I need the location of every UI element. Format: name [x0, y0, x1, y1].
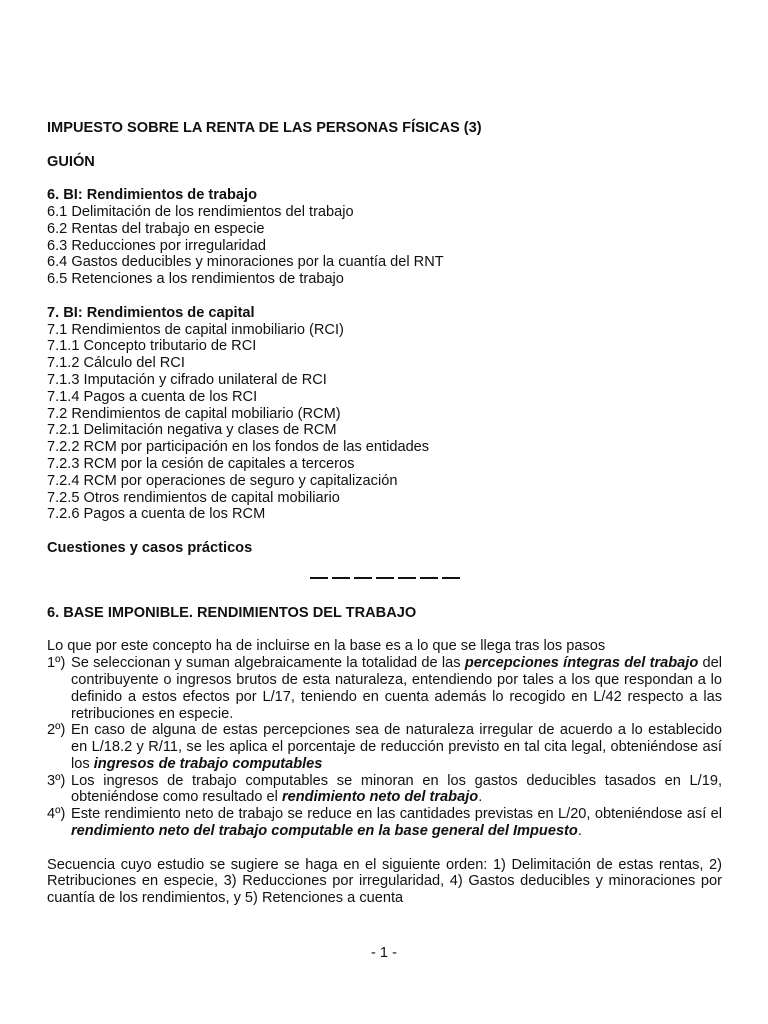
list-item: 7.2.5 Otros rendimientos de capital mobiliario — [47, 489, 340, 506]
step-text: Se seleccionan y suman algebraicamente la totalidad de las percepciones íntegras del trabajo del contribuyente o ingresos brutos de esta naturaleza, entendiendo por tales a los que respondan a lo definido a estos efectos por L/17, teniendo en cuenta además lo recogido en L/42 respecto a las retribuciones en especie. — [71, 655, 722, 722]
list-item: 7.2.2 RCM por participación en los fondos de las entidades — [47, 439, 430, 456]
section-7-heading: 7. BI: Rendimientos de capital — [47, 304, 255, 321]
step-text: Los ingresos de trabajo computables se minoran en los gastos deducibles tasados en L/19, obteniéndose como resultado el rendimiento neto del trabajo. — [71, 772, 722, 806]
list-item: 7.1.3 Imputación y cifrado unilateral de RCI — [47, 371, 327, 388]
list-item: 7.2.6 Pagos a cuenta de los RCM — [47, 506, 266, 523]
document-page — [47, 120, 722, 907]
step-text: En caso de alguna de estas percepciones sea de naturaleza irregular de acuerdo a lo establecido en L/18.2 y R/11, se les aplica el porcentaje de reducción previsto en tal cita legal, obteniéndose así los ingresos de trabajo computables — [71, 722, 722, 772]
section-6-list — [47, 204, 722, 288]
step-number: 4º) — [47, 806, 66, 823]
guion-heading: GUIÓN — [47, 153, 95, 170]
step-item — [47, 655, 722, 722]
list-item: 6.5 Retenciones a los rendimientos de trabajo — [47, 271, 344, 288]
closing-paragraph: Secuencia cuyo estudio se sugiere se haga en el siguiente orden: 1) Delimitación de estas rentas, 2) Retribuciones en especie, 3) Reducciones por irregularidad, 4) Gastos deducibles y minoraciones por cuantía de los rendimientos, y 5) Retenciones a cuenta — [47, 856, 722, 907]
list-item: 7.2.4 RCM por operaciones de seguro y capitalización — [47, 472, 398, 489]
step-number: 2º) — [47, 722, 66, 739]
cuestiones-heading: Cuestiones y casos prácticos — [47, 539, 253, 556]
list-item: 6.3 Reducciones por irregularidad — [47, 237, 267, 254]
step-item — [47, 773, 722, 807]
body-heading: 6. BASE IMPONIBLE. RENDIMIENTOS DEL TRABAJO — [47, 604, 417, 621]
list-item: 7.2.3 RCM por la cesión de capitales a terceros — [47, 455, 355, 472]
list-item: 6.1 Delimitación de los rendimientos del trabajo — [47, 203, 354, 220]
list-item: 6.4 Gastos deducibles y minoraciones por la cuantía del RNT — [47, 254, 444, 271]
list-item: 7.1.2 Cálculo del RCI — [47, 355, 185, 372]
list-item: 7.1 Rendimientos de capital inmobiliario (RCI) — [47, 321, 344, 338]
list-item: 7.1.1 Concepto tributario de RCI — [47, 338, 257, 355]
list-item: 7.1.4 Pagos a cuenta de los RCI — [47, 388, 258, 405]
step-number: 3º) — [47, 772, 66, 789]
section-divider — [47, 571, 722, 587]
list-item: 7.2 Rendimientos de capital mobiliario (RCM) — [47, 405, 341, 422]
document-title: IMPUESTO SOBRE LA RENTA DE LAS PERSONAS FÍSICAS (3) — [47, 120, 482, 136]
page-number: - 1 - — [371, 945, 397, 961]
section-7-list — [47, 322, 722, 524]
step-item — [47, 806, 722, 840]
list-item: 7.2.1 Delimitación negativa y clases de RCM — [47, 422, 337, 439]
step-text: Este rendimiento neto de trabajo se reduce en las cantidades previstas en L/20, obteniéndose así el rendimiento neto del trabajo computable en la base general del Impuesto. — [71, 806, 722, 840]
step-item — [47, 722, 722, 772]
intro-paragraph: Lo que por este concepto ha de incluirse en la base es a lo que se llega tras los pasos — [47, 638, 606, 655]
section-6-heading: 6. BI: Rendimientos de trabajo — [47, 187, 258, 204]
step-number: 1º) — [47, 655, 66, 672]
list-item: 6.2 Rentas del trabajo en especie — [47, 220, 265, 237]
